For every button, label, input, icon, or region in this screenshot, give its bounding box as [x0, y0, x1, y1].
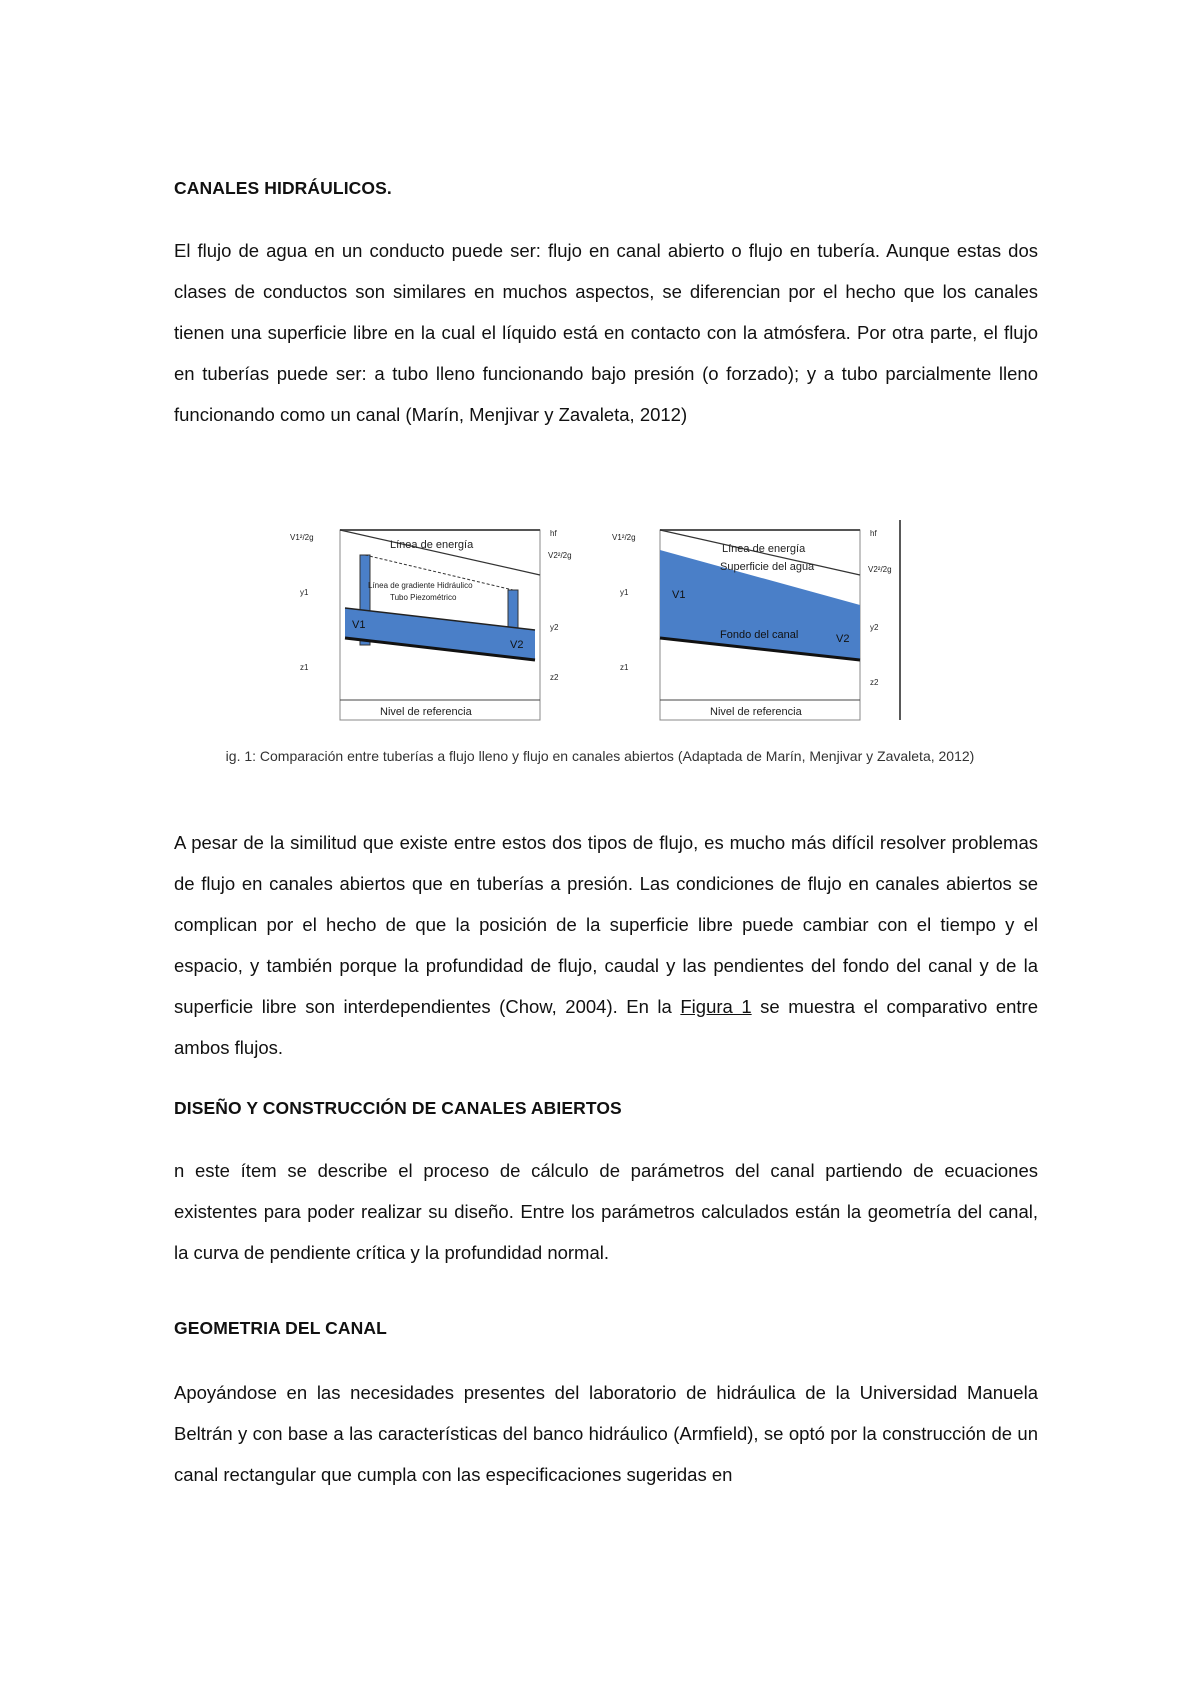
- paragraph-flujo-intro: El flujo de agua en un conducto puede ser: flujo en canal abierto o flujo en tubería. Aunque estas dos clases de conductos son similares en muchos aspectos, se diferencian por el hecho que los canales tienen una superficie libre en la cual el líquido está en contacto con la atmósfera. Por otra parte, el flujo en tuberías puede ser: a tubo lleno funcionando bajo presión (o forzado); y a tubo parcialmente lleno funcionando como un canal (Marín, Menjivar y Zavaleta, 2012): [174, 240, 1038, 425]
- pipe-z1-label: z1: [300, 663, 309, 672]
- paragraph-laboratorio: Apoyándose en las necesidades presentes del laboratorio de hidráulica de la Universidad Manuela Beltrán y con base a las características del banco hidráulico (Armfield), se optó por la construcción de un canal rectangular que cumpla con las especificaciones sugeridas en: [174, 1382, 1038, 1485]
- paragraph-similitud: [174, 822, 1038, 1068]
- channel-y2-label: y2: [870, 623, 879, 632]
- channel-hf-label: hf: [870, 529, 877, 538]
- channel-y1-label: y1: [620, 588, 629, 597]
- pipe-v1-head-label: V1²/2g: [290, 533, 314, 542]
- figura-1-link[interactable]: Figura 1: [680, 996, 752, 1017]
- channel-v2-head-label: V2²/2g: [868, 565, 892, 574]
- channel-bottom-label: Fondo del canal: [720, 629, 799, 641]
- channel-reference-label: Nivel de referencia: [710, 706, 802, 718]
- pipe-gradient-label: Línea de gradiente Hidráulico: [368, 581, 473, 590]
- channel-energy-label: Línea de energía: [722, 543, 806, 555]
- channel-v1-label: V1: [672, 589, 686, 601]
- heading-diseno-construccion: DISEÑO Y CONSTRUCCIÓN DE CANALES ABIERTOS: [174, 1098, 622, 1118]
- channel-z1-label: z1: [620, 663, 629, 672]
- pipe-y1-label: y1: [300, 588, 309, 597]
- pipe-v2-head-label: V2²/2g: [548, 551, 572, 560]
- pipe-reference-label: Nivel de referencia: [380, 706, 472, 718]
- open-channel-panel: [612, 520, 900, 720]
- pipe-energy-label: Línea de energía: [390, 539, 474, 551]
- paragraph-similitud-text: A pesar de la similitud que existe entre estos dos tipos de flujo, es mucho más difícil resolver problemas de flujo en canales abiertos que en tuberías a presión. Las condiciones de flujo en canales abiertos se complican por el hecho de que la posición de la superficie libre puede cambiar con el tiempo y el espacio, y también porque la profundidad de flujo, caudal y las pendientes del fondo del canal y de la superficie libre son interdependientes (Chow, 2004). En la: [174, 832, 1038, 1017]
- figure-caption: ig. 1: Comparación entre tuberías a flujo lleno y flujo en canales abiertos (Adaptada de Marín, Menjivar y Zavaleta, 2012): [225, 748, 975, 764]
- pipe-z2-label: z2: [550, 673, 559, 682]
- pipe-v2-label: V2: [510, 639, 524, 651]
- heading-canales-hidraulicos: CANALES HIDRÁULICOS.: [174, 178, 392, 198]
- channel-z2-label: z2: [870, 678, 879, 687]
- channel-v1-head-label: V1²/2g: [612, 533, 636, 542]
- heading-geometria: GEOMETRIA DEL CANAL: [174, 1318, 387, 1338]
- channel-v2-label: V2: [836, 633, 850, 645]
- pipe-hf-label: hf: [550, 529, 557, 538]
- paragraph-similitud-end: se muestra el comparativo entre ambos flujos.: [174, 996, 1038, 1058]
- flow-comparison-diagram: [270, 520, 920, 728]
- pipe-flow-panel: [290, 529, 572, 720]
- pipe-piezometric-label: Tubo Piezométrico: [390, 593, 457, 602]
- pipe-v1-label: V1: [352, 619, 366, 631]
- pipe-y2-label: y2: [550, 623, 559, 632]
- paragraph-calculo: n este ítem se describe el proceso de cálculo de parámetros del canal partiendo de ecuaciones existentes para poder realizar su diseño. Entre los parámetros calculados están la geometría del canal, la curva de pendiente crítica y la profundidad normal.: [174, 1160, 1038, 1263]
- channel-surface-label: Superficie del agua: [720, 561, 815, 573]
- figure-1: [270, 520, 920, 728]
